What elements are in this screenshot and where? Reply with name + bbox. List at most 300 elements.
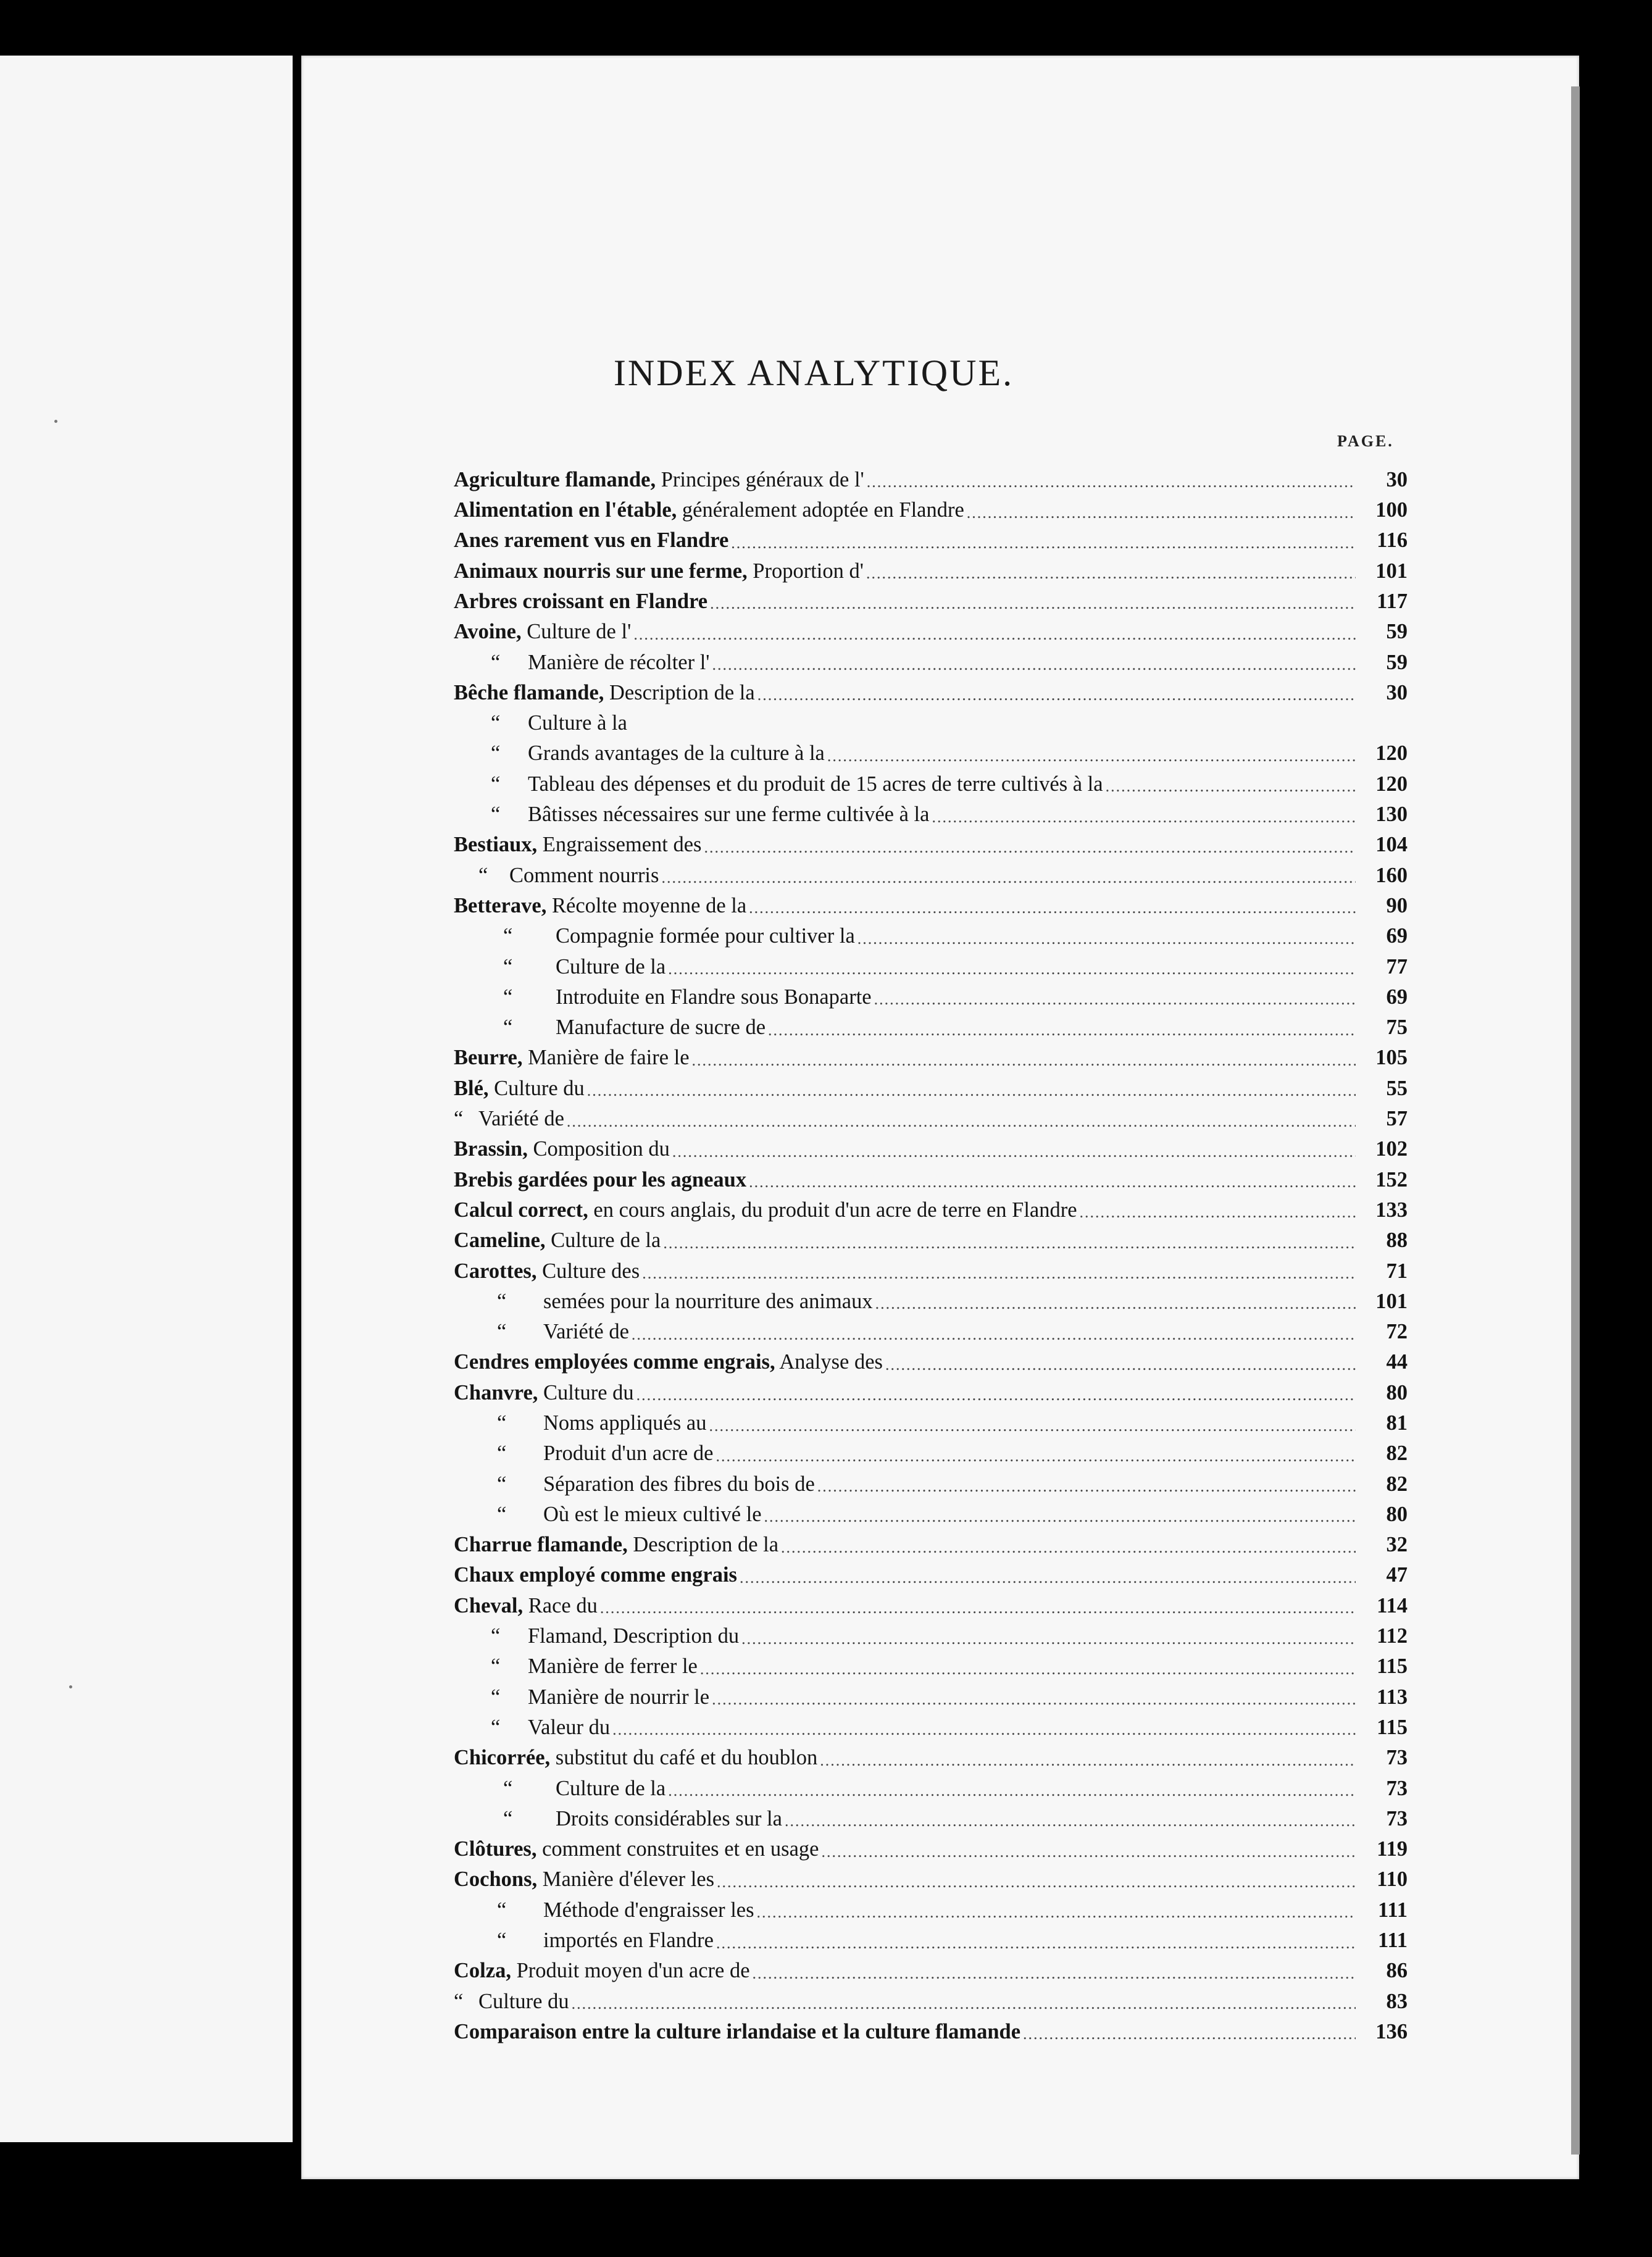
page-number: 81	[1386, 1411, 1408, 1435]
entry-text	[454, 1382, 634, 1404]
page-title: INDEX ANALYTIQUE.	[613, 353, 1014, 393]
dot-leader	[717, 1872, 1356, 1890]
index-entry	[454, 2012, 1408, 2042]
dot-leader	[668, 959, 1356, 977]
entry-subject: Culture à la	[528, 711, 627, 735]
entry-text	[454, 682, 755, 704]
entry-subject: Culture de la	[556, 954, 666, 978]
dot-leader	[785, 1811, 1356, 1829]
dot-leader	[672, 1141, 1356, 1160]
entry-subject: Manière de faire le	[522, 1046, 690, 1070]
ditto-mark: “	[478, 863, 488, 887]
dot-leader	[740, 1567, 1356, 1586]
dot-leader	[612, 1719, 1356, 1738]
entry-subject: Méthode d'engraisser les	[543, 1898, 754, 1922]
entry-text	[454, 1747, 817, 1769]
entry-heading: Comparaison entre la culture irlandaise et la culture flamande	[454, 2019, 1021, 2043]
entry-text	[454, 1291, 873, 1312]
entry-text	[454, 1138, 670, 1160]
dot-leader	[820, 1750, 1356, 1769]
dot-leader	[632, 1324, 1356, 1343]
entry-heading: Chaux employé comme engrais	[454, 1563, 737, 1587]
index-entry	[454, 856, 1408, 886]
entry-subject: Produit d'un acre de	[543, 1441, 714, 1466]
entry-subject: généralement adoptée en Flandre	[677, 498, 964, 522]
ditto-mark: “	[497, 1898, 507, 1922]
entry-text	[454, 561, 864, 582]
ditto-mark: “	[503, 1776, 513, 1800]
entry-text	[454, 1778, 665, 1800]
index-entry	[454, 916, 1408, 946]
entry-subject: Séparation des fibres du bois de	[543, 1472, 815, 1496]
entry-heading: Cameline,	[454, 1229, 546, 1253]
entry-heading: Charrue flamande,	[454, 1533, 628, 1557]
entry-subject: Principes généraux de l'	[656, 467, 864, 491]
entry-heading: Carottes,	[454, 1259, 537, 1283]
dot-leader	[857, 928, 1356, 947]
dot-leader	[757, 685, 1356, 703]
index-entry	[454, 1251, 1408, 1282]
index-entry	[454, 1099, 1408, 1129]
dot-leader	[731, 533, 1356, 551]
index-entry	[454, 764, 1408, 795]
entry-heading: Arbres croissant en Flandre	[454, 589, 708, 613]
page-number: 102	[1375, 1137, 1408, 1161]
page-number: 80	[1386, 1380, 1408, 1404]
page-number: 75	[1386, 1016, 1408, 1040]
index-entry	[454, 825, 1408, 856]
entry-text	[454, 804, 929, 825]
dot-leader	[781, 1537, 1356, 1556]
entry-text	[454, 1564, 737, 1586]
index-entry	[454, 1616, 1408, 1646]
dot-leader	[1023, 2024, 1356, 2042]
index-entry	[454, 1190, 1408, 1220]
index-entry	[454, 1890, 1408, 1921]
dot-leader	[716, 1933, 1356, 1951]
entry-text	[454, 1900, 754, 1921]
entry-subject: Grands avantages de la culture à la	[528, 741, 825, 766]
index-entry	[454, 1860, 1408, 1890]
dot-leader	[572, 1993, 1356, 2012]
index-entry	[454, 795, 1408, 825]
index-entry	[454, 1282, 1408, 1312]
index-entry	[454, 1312, 1408, 1342]
ditto-mark: “	[497, 1411, 507, 1435]
page-number: 111	[1378, 1898, 1408, 1922]
entry-text	[454, 1261, 640, 1282]
dot-leader	[587, 1080, 1356, 1099]
entry-subject: Culture des	[536, 1259, 640, 1283]
entry-text	[454, 1960, 750, 1982]
entry-heading: Cochons,	[454, 1867, 538, 1892]
page-number: 77	[1386, 954, 1408, 978]
dot-leader	[1080, 1202, 1356, 1220]
dot-leader	[633, 624, 1356, 643]
page-number: 160	[1375, 863, 1408, 887]
page-number: 47	[1386, 1563, 1408, 1587]
entry-heading: Cendres employées comme engrais,	[454, 1350, 775, 1374]
dot-leader	[967, 503, 1356, 521]
index-entry	[454, 1069, 1408, 1099]
entry-text	[454, 1534, 778, 1556]
ditto-mark: “	[503, 985, 513, 1009]
entry-subject: Où est le mieux cultivé le	[543, 1502, 762, 1526]
entry-text	[454, 1595, 598, 1617]
dot-leader	[700, 1659, 1356, 1677]
ditto-mark: “	[503, 954, 513, 978]
dot-leader	[668, 1780, 1356, 1799]
entry-text	[454, 591, 707, 612]
entry-subject: Culture du	[488, 1076, 585, 1100]
page-number: 69	[1386, 924, 1408, 948]
index-entry	[454, 1130, 1408, 1160]
entry-subject: comment construites et en usage	[536, 1837, 819, 1861]
ditto-mark: “	[503, 1016, 513, 1040]
entry-heading: Bêche flamande,	[454, 680, 604, 704]
entry-subject: Tableau des dépenses et du produit de 15 acres de terre cultivés à la	[528, 772, 1103, 796]
entry-subject: Analyse des	[775, 1350, 883, 1374]
index-entry	[454, 886, 1408, 916]
entry-heading: Colza,	[454, 1959, 511, 1983]
page-number: 130	[1375, 803, 1408, 827]
entry-text	[454, 1047, 690, 1069]
index-entry	[454, 521, 1408, 551]
ditto-mark: “	[491, 650, 501, 674]
page-number: 30	[1386, 467, 1408, 491]
ditto-mark: “	[491, 1654, 501, 1679]
dot-leader	[663, 1233, 1356, 1251]
entry-text	[454, 621, 631, 643]
page-number: 80	[1386, 1502, 1408, 1526]
index-entry	[454, 977, 1408, 1008]
entry-heading: Betterave,	[454, 893, 547, 917]
index-entry	[454, 460, 1408, 490]
dot-leader	[866, 563, 1356, 582]
entry-text	[454, 1930, 714, 1951]
ditto-mark: “	[491, 772, 501, 796]
entry-text	[454, 925, 855, 947]
index-entry	[454, 1464, 1408, 1495]
page-number: 119	[1377, 1837, 1408, 1861]
page-number: 115	[1377, 1715, 1408, 1739]
entry-text	[454, 1869, 714, 1890]
dot-leader	[709, 1416, 1356, 1434]
entry-subject: Valeur du	[528, 1715, 611, 1739]
page-number: 32	[1386, 1533, 1408, 1557]
page-number: 73	[1386, 1776, 1408, 1800]
page-number: 114	[1377, 1593, 1408, 1617]
index-entry	[454, 1921, 1408, 1951]
page-number: 69	[1386, 985, 1408, 1009]
page-number: 152	[1375, 1167, 1408, 1191]
page-number: 82	[1386, 1472, 1408, 1496]
entry-heading: Animaux nourris sur une ferme,	[454, 559, 748, 583]
ditto-mark: “	[497, 1441, 507, 1466]
entry-subject: importés en Flandre	[543, 1929, 714, 1953]
page-edge	[1571, 86, 1580, 2155]
index-entry	[454, 1769, 1408, 1799]
entry-heading: Clôtures,	[454, 1837, 537, 1861]
page-number: 115	[1377, 1654, 1408, 1679]
index-entry	[454, 673, 1408, 703]
index-entry	[454, 1556, 1408, 1586]
page-number: 116	[1377, 528, 1408, 553]
index-entry	[454, 643, 1408, 673]
ditto-mark: “	[491, 1715, 501, 1739]
index-entry	[454, 703, 1408, 733]
index-entry	[454, 1647, 1408, 1677]
ditto-mark: “	[491, 741, 501, 766]
entry-text	[454, 895, 746, 917]
entry-text	[454, 2021, 1020, 2043]
page-number: 110	[1377, 1867, 1408, 1892]
entry-text	[454, 1717, 610, 1738]
entry-text	[454, 1321, 629, 1343]
entry-subject: Manière de récolter l'	[528, 650, 710, 674]
entry-text	[454, 743, 825, 764]
dot-leader	[874, 989, 1356, 1008]
page-number: 44	[1386, 1350, 1408, 1374]
ditto-mark: “	[491, 803, 501, 827]
entry-text	[454, 1078, 585, 1099]
entry-text	[454, 1808, 782, 1830]
page-number: 86	[1386, 1959, 1408, 1983]
page-number: 73	[1386, 1746, 1408, 1770]
entry-subject: Variété de	[543, 1320, 629, 1344]
dot-leader	[768, 1020, 1356, 1038]
entry-subject: Récolte moyenne de la	[546, 893, 747, 917]
index-entry	[454, 582, 1408, 612]
page-number: 101	[1375, 1289, 1408, 1313]
dot-leader	[821, 1842, 1356, 1860]
page-column-header: PAGE.	[1337, 432, 1394, 450]
entry-subject: Culture du	[478, 1989, 569, 2013]
entry-heading: Blé,	[454, 1076, 489, 1100]
ditto-mark: “	[503, 924, 513, 948]
ditto-mark: “	[491, 1685, 501, 1709]
page-number: 59	[1386, 620, 1408, 644]
entry-subject: semées pour la nourriture des animaux	[543, 1289, 873, 1313]
page-number: 71	[1386, 1259, 1408, 1283]
entry-subject: substitut du café et du houblon	[550, 1746, 818, 1770]
entry-subject: Variété de	[478, 1107, 564, 1131]
entry-text	[454, 469, 864, 491]
speck	[69, 1685, 72, 1688]
dot-leader	[567, 1111, 1356, 1130]
index-entry	[454, 1799, 1408, 1829]
page-number: 82	[1386, 1441, 1408, 1466]
index-entry	[454, 1343, 1408, 1373]
entry-subject: Race du	[523, 1593, 598, 1617]
ditto-mark: “	[454, 1107, 464, 1131]
ditto-mark: “	[497, 1320, 507, 1344]
dot-leader	[1106, 776, 1356, 795]
dot-leader	[741, 1629, 1356, 1647]
index-entries	[454, 460, 1408, 2042]
page-number: 113	[1377, 1685, 1408, 1709]
index-entry	[454, 1708, 1408, 1738]
entry-text	[454, 774, 1103, 795]
index-entry	[454, 1586, 1408, 1616]
page-number: 117	[1377, 589, 1408, 613]
dot-leader	[710, 593, 1356, 612]
index-entry	[454, 1982, 1408, 2012]
index-entry	[454, 734, 1408, 764]
page-number: 111	[1378, 1929, 1408, 1953]
index-entry	[454, 1008, 1408, 1038]
index-entry	[454, 1160, 1408, 1190]
entry-subject: Description de la	[627, 1533, 779, 1557]
page-number: 55	[1386, 1076, 1408, 1100]
entry-text	[454, 834, 702, 856]
index-entry	[454, 1738, 1408, 1768]
dot-leader	[661, 867, 1356, 886]
index-entry	[454, 947, 1408, 977]
entry-heading: Anes rarement vus en Flandre	[454, 528, 729, 553]
entry-subject: Culture de l'	[521, 620, 632, 644]
page-number: 59	[1386, 650, 1408, 674]
entry-text	[454, 865, 659, 887]
entry-text	[454, 1230, 661, 1251]
entry-text	[454, 1169, 746, 1191]
dot-leader	[636, 1385, 1356, 1403]
index-entry	[454, 1434, 1408, 1464]
page-number: 72	[1386, 1320, 1408, 1344]
entry-text	[454, 1687, 709, 1708]
page-number: 105	[1375, 1046, 1408, 1070]
entry-subject: Produit moyen d'un acre de	[511, 1959, 750, 1983]
entry-text	[454, 1474, 815, 1495]
entry-heading: Beurre,	[454, 1046, 523, 1070]
ditto-mark: “	[497, 1289, 507, 1313]
dot-leader	[749, 898, 1356, 916]
entry-heading: Calcul correct,	[454, 1198, 588, 1222]
index-entry	[454, 1829, 1408, 1859]
ditto-mark: “	[503, 1806, 513, 1830]
entry-subject: Flamand, Description du	[528, 1624, 740, 1648]
entry-text	[454, 1351, 883, 1373]
entry-heading: Cheval,	[454, 1593, 524, 1617]
dot-leader	[885, 1354, 1356, 1373]
page-number: 88	[1386, 1229, 1408, 1253]
entry-subject: Engraissement des	[537, 833, 702, 857]
ditto-mark: “	[454, 1989, 464, 2013]
dot-leader	[875, 1293, 1356, 1312]
entry-text	[454, 1991, 569, 2013]
entry-text	[454, 956, 665, 978]
dot-leader	[757, 1902, 1356, 1921]
entry-heading: Bestiaux,	[454, 833, 538, 857]
entry-subject: Bâtisses nécessaires sur une ferme cultivée à la	[528, 803, 930, 827]
index-entry	[454, 1951, 1408, 1982]
index-entry	[454, 490, 1408, 520]
entry-text	[454, 1656, 698, 1677]
ditto-mark: “	[497, 1929, 507, 1953]
dot-leader	[712, 654, 1356, 673]
page-number: 73	[1386, 1806, 1408, 1830]
entry-heading: Agriculture flamande,	[454, 467, 656, 491]
entry-text	[454, 1838, 819, 1860]
index-entry	[454, 1220, 1408, 1251]
entry-text	[454, 712, 627, 734]
entry-text	[454, 987, 872, 1008]
dot-leader	[764, 1506, 1356, 1525]
entry-heading: Alimentation en l'étable,	[454, 498, 677, 522]
index-entry	[454, 1038, 1408, 1069]
page-number: 120	[1375, 772, 1408, 796]
entry-text	[454, 1199, 1077, 1221]
entry-subject: Culture de la	[545, 1229, 661, 1253]
entry-text	[454, 652, 710, 674]
dot-leader	[715, 1446, 1356, 1464]
index-entry	[454, 1525, 1408, 1555]
entry-text	[454, 1017, 766, 1038]
entry-subject: Droits considérables sur la	[556, 1806, 782, 1830]
page-number: 57	[1386, 1107, 1408, 1131]
dot-leader	[827, 746, 1356, 764]
entry-text	[454, 1108, 564, 1130]
index-entry	[454, 1495, 1408, 1525]
page-number: 30	[1386, 680, 1408, 704]
entry-subject: Manière de nourrir le	[528, 1685, 710, 1709]
entry-subject: Description de la	[604, 680, 755, 704]
dot-leader	[753, 1963, 1356, 1982]
page-number: 90	[1386, 893, 1408, 917]
entry-subject: Introduite en Flandre sous Bonaparte	[556, 985, 872, 1009]
entry-subject: Comment nourris	[509, 863, 659, 887]
dot-leader	[817, 1476, 1356, 1495]
dot-leader	[712, 1689, 1356, 1708]
entry-text	[454, 530, 728, 551]
ditto-mark: “	[497, 1502, 507, 1526]
entry-subject: Noms appliqués au	[543, 1411, 707, 1435]
page-number: 120	[1375, 741, 1408, 766]
dot-leader	[642, 1263, 1356, 1282]
ditto-mark: “	[491, 711, 501, 735]
entry-subject: Culture de la	[556, 1776, 666, 1800]
page-number: 101	[1375, 559, 1408, 583]
dot-leader	[867, 472, 1356, 490]
entry-heading: Chicorrée,	[454, 1746, 551, 1770]
index-entry	[454, 612, 1408, 642]
page-number: 83	[1386, 1989, 1408, 2013]
dot-leader	[932, 807, 1356, 825]
entry-subject: Proportion d'	[747, 559, 864, 583]
entry-text	[454, 1625, 739, 1647]
page-number: 104	[1375, 833, 1408, 857]
entry-subject: Manière d'élever les	[537, 1867, 715, 1892]
entry-subject: Compagnie formée pour cultiver la	[556, 924, 855, 948]
entry-heading: Avoine,	[454, 620, 522, 644]
entry-subject: Manière de ferrer le	[528, 1654, 698, 1679]
entry-subject: Manufacture de sucre de	[556, 1016, 766, 1040]
page-number: 112	[1377, 1624, 1408, 1648]
index-entry	[454, 1677, 1408, 1708]
entry-text	[454, 499, 964, 521]
entry-text	[454, 1412, 706, 1434]
index-entry	[454, 1373, 1408, 1403]
dot-leader	[704, 837, 1356, 856]
page-number: 100	[1375, 498, 1408, 522]
entry-heading: Brebis gardées pour les agneaux	[454, 1167, 747, 1191]
dot-leader	[749, 1172, 1356, 1190]
entry-subject: Culture du	[538, 1380, 634, 1404]
page-number: 133	[1375, 1198, 1408, 1222]
ditto-mark: “	[491, 1624, 501, 1648]
index-entry	[454, 551, 1408, 582]
entry-text	[454, 1504, 762, 1525]
